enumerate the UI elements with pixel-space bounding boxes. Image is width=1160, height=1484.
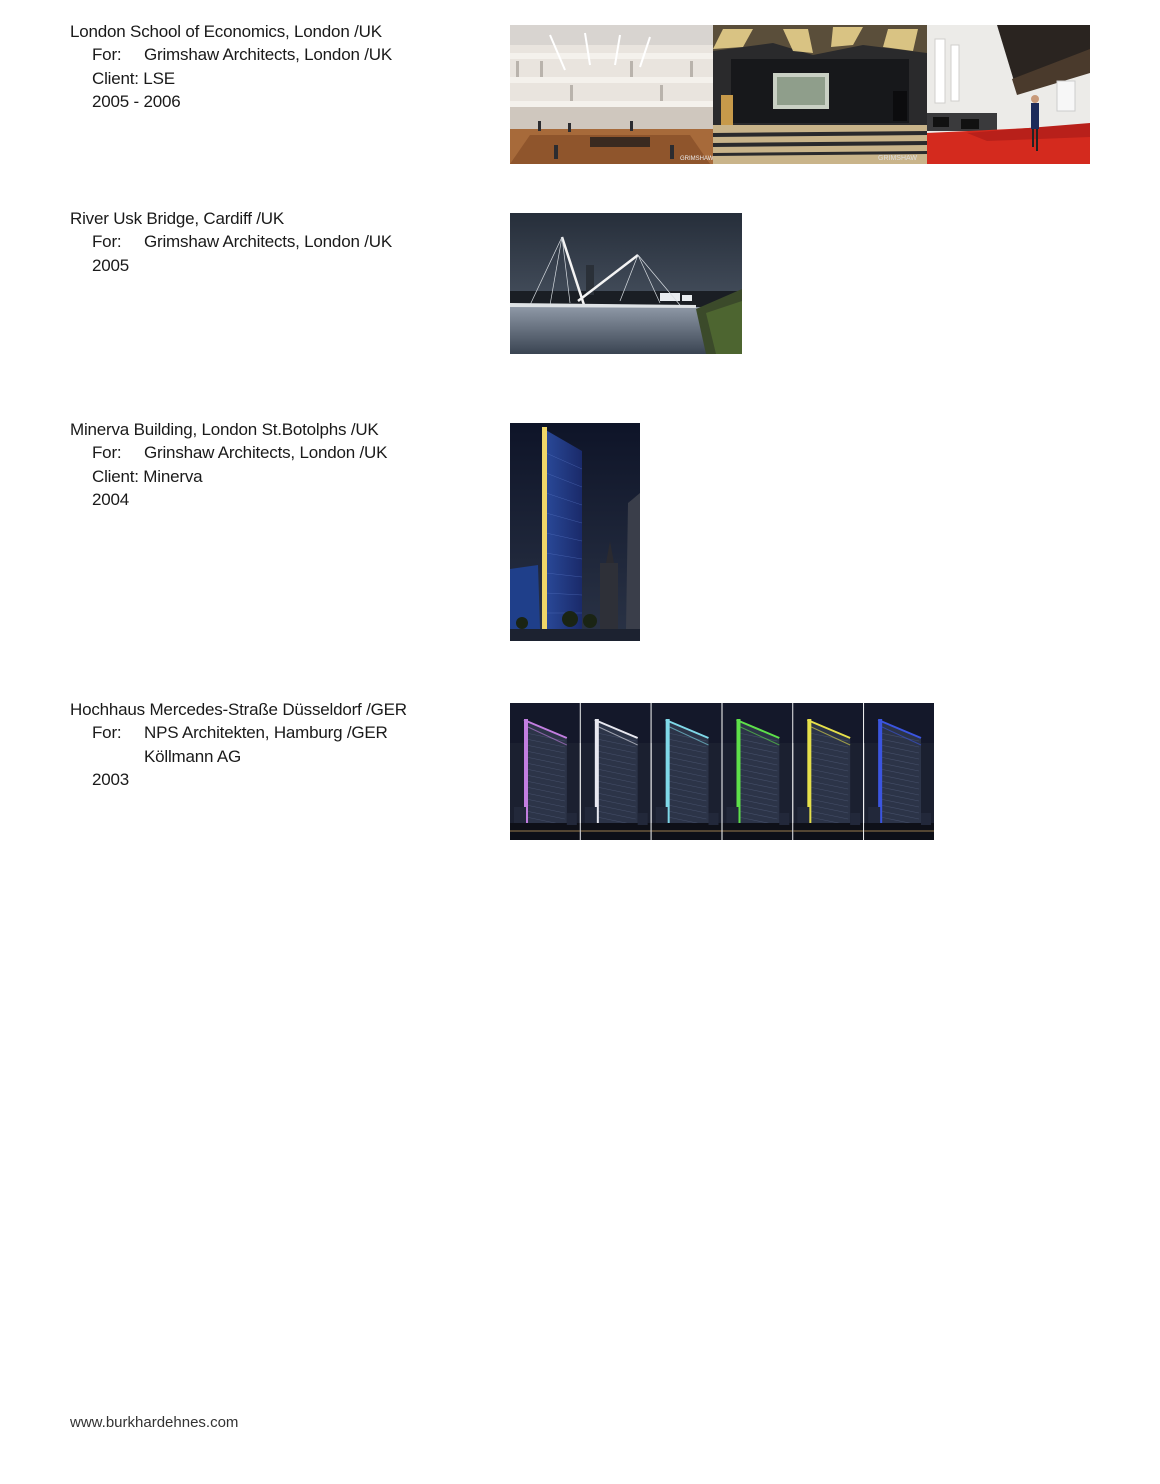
project-for: [70, 441, 490, 464]
for-label: For:: [92, 45, 122, 65]
project-year: 2003: [92, 769, 130, 789]
project-for: [70, 43, 490, 66]
atrium-rendering: [510, 25, 714, 164]
lighting-variant-1: [510, 703, 581, 840]
watermark-text: GRIMSHAW: [878, 155, 918, 162]
for-value: Grimshaw Architects, London /UK: [144, 45, 392, 65]
project-for-2: Köllmann AG: [144, 746, 242, 766]
project-info: [70, 207, 490, 277]
bridge-rendering: [510, 213, 742, 354]
project-for: [70, 230, 490, 253]
for-value: NPS Architekten, Hamburg /GER: [144, 723, 388, 743]
for-value: Grimshaw Architects, London /UK: [144, 232, 392, 252]
project-title: Hochhaus Mercedes-Straße Düsseldorf /GER: [70, 700, 407, 719]
project-info: [70, 418, 490, 511]
lighting-variants-svg: [510, 703, 935, 840]
project-title: Minerva Building, London St.Botolphs /UK: [70, 420, 379, 439]
lighting-variant-5: [793, 703, 864, 840]
watermark-text: GRIMSHAW: [680, 156, 714, 162]
lse-renderings: [510, 25, 1090, 164]
project-info: [70, 698, 490, 791]
for-value: Grinshaw Architects, London /UK: [144, 443, 388, 463]
project-year: 2005: [92, 255, 130, 275]
lighting-variant-3: [652, 703, 723, 840]
project-title: London School of Economics, London /UK: [70, 22, 382, 41]
hochhaus-lighting-variants: [510, 703, 935, 840]
for-label: For:: [92, 443, 122, 463]
project-year: 2004: [92, 489, 130, 509]
project-for: [70, 721, 490, 744]
project-year: 2005 - 2006: [92, 91, 181, 111]
project-client: Client: LSE: [92, 68, 175, 88]
corridor-rendering: [927, 25, 1090, 164]
lighting-variant-6: [864, 703, 935, 840]
footer-url[interactable]: www.burkhardehnes.com: [70, 1414, 239, 1431]
for-label: For:: [92, 723, 122, 743]
project-info: [70, 20, 490, 113]
lighting-variant-2: [581, 703, 652, 840]
lighting-variant-4: [723, 703, 794, 840]
project-client: Client: Minerva: [92, 466, 203, 486]
project-title: River Usk Bridge, Cardiff /UK: [70, 209, 285, 228]
lecture-theatre-rendering: [713, 25, 927, 164]
for-label: For:: [92, 232, 122, 252]
minerva-rendering: [510, 423, 640, 641]
